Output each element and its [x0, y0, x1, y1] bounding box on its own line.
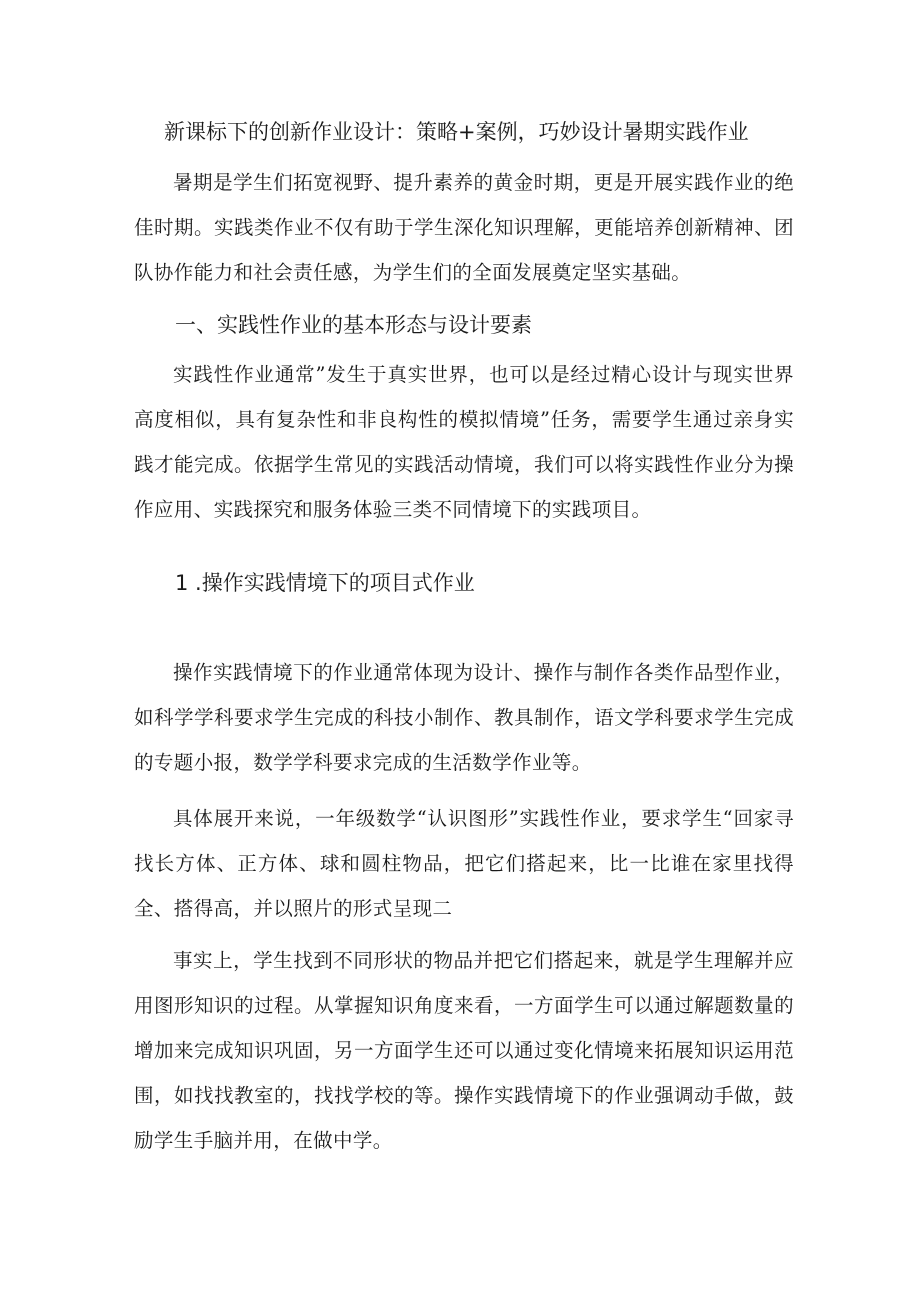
subsection-heading-1: 1 .操作实践情境下的项目式作业	[175, 571, 475, 595]
intro-paragraph: 暑期是学生们拓宽视野、提升素养的黄金时期，更是开展实践作业的绝佳时期。实践类作业不仅有助于学生深化知识理解，更能培养创新精神、团队协作能力和社会责任感，为学生们的全面发展奠定坚实基础。	[134, 171, 794, 284]
subsection1-paragraph: 操作实践情境下的作业通常体现为设计、操作与制作各类作品型作业，如科学学科要求学生完成的科技小制作、教具制作，语文学科要求学生完成的专题小报，数学学科要求完成的生活数学作业等。	[134, 661, 794, 774]
document-title: 新课标下的创新作业设计：策略+案例，巧妙设计暑期实践作业	[164, 120, 749, 144]
example-paragraph: 具体展开来说，一年级数学“认识图形”实践性作业，要求学生“回家寻找长方体、正方体、球和圆柱物品，把它们搭起来，比一比谁在家里找得全、搭得高，并以照片的形式呈现二	[134, 807, 794, 920]
section-heading-1: 一、实践性作业的基本形态与设计要素	[175, 313, 532, 337]
section1-paragraph: 实践性作业通常”发生于真实世界，也可以是经过精心设计与现实世界高度相似，具有复杂性和非良构性的模拟情境”任务，需要学生通过亲身实践才能完成。依据学生常见的实践活动情境，我们可以将实践性作业分为操作应用、实践探究和服务体验三类不同情境下的实践项目。	[134, 363, 794, 521]
analysis-paragraph: 事实上，学生找到不同形状的物品并把它们搭起来，就是学生理解并应用图形知识的过程。从掌握知识角度来看，一方面学生可以通过解题数量的增加来完成知识巩固，另一方面学生还可以通过变化情境来拓展知识运用范围，如找找教室的，找找学校的等。操作实践情境下的作业强调动手做，鼓励学生手脑并用，在做中学。	[134, 949, 794, 1152]
